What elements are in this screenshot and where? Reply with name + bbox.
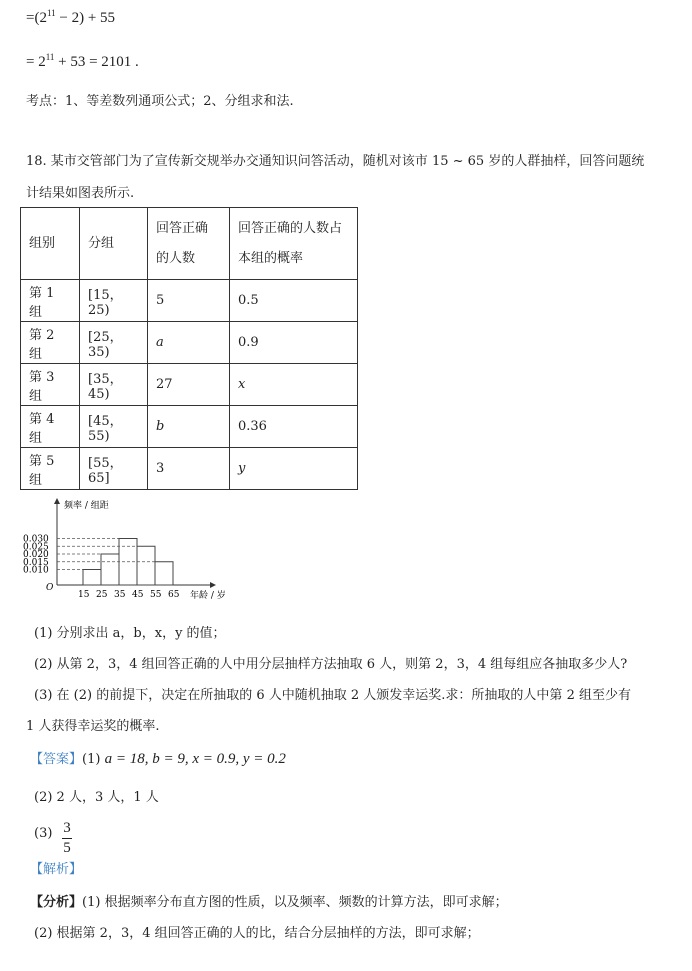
table-row: [21, 364, 358, 406]
table-cell: 3: [148, 448, 230, 490]
answer-tag: 【答案】: [30, 752, 83, 767]
x-axis-label: 年龄 / 岁: [190, 591, 226, 601]
question-2: (2) 从第 2，3，4 组回答正确的人中用分层抽样方法抽取 6 人，则第 2，3，4 组每组应各抽取多少人?: [34, 657, 628, 672]
table-cell: y: [230, 448, 358, 490]
table-cell: 27: [148, 364, 230, 406]
y-axis-label: 频率 / 组距: [64, 501, 109, 511]
header-cell: 组别: [21, 208, 80, 280]
header-cell: 回答正确的人数占 本组的概率: [230, 208, 358, 280]
table-cell: 0.5: [230, 280, 358, 322]
x-axis-arrow: [210, 582, 216, 588]
y-tick-label: 0.010: [23, 565, 49, 576]
histogram-bar: [155, 562, 173, 585]
answer-line-2: (2) 2 人，3 人，1 人: [34, 790, 159, 805]
table-row: [21, 406, 358, 448]
kaodian-text: 考点：1、等差数列通项公式；2、分组求和法.: [26, 94, 294, 109]
answer-3-fraction: 3 5: [63, 820, 71, 856]
histogram-bar: [83, 570, 101, 586]
y-axis-arrow: [54, 498, 60, 504]
header-cell: 分组: [80, 208, 148, 280]
answer-3-label: (3): [34, 826, 53, 841]
y-tick-label: 0.020: [23, 550, 49, 560]
table-cell: 第 1 组: [21, 280, 80, 322]
histogram-bar: [137, 546, 155, 585]
table-cell: [25，35): [80, 322, 148, 364]
table-cell: 第 3 组: [21, 364, 80, 406]
equation-line-1: $=(2^{11} - 2) + 55$: [26, 8, 116, 26]
origin-label: O: [46, 583, 54, 593]
data-table: [20, 207, 358, 490]
answer-line-1: 【答案】(1) a = 18, b = 9, x = 0.9, y = 0.2: [30, 751, 286, 767]
table-row: [21, 322, 358, 364]
table-cell: [15，25): [80, 280, 148, 322]
table-header-row: [21, 208, 358, 280]
x-tick-label: 35: [114, 590, 126, 600]
analysis-line-1: 【分析】(1) 根据频率分布直方图的性质，以及频率、频数的计算方法，即可求解；: [30, 895, 508, 910]
question-stem: 18. 某市交管部门为了宣传新交规举办交通知识问答活动，随机对该市 15 ~ 65 岁的人群抽样，回答问题统: [26, 154, 645, 169]
histogram: [20, 495, 240, 605]
table-cell: 0.36: [230, 406, 358, 448]
table-cell: 5: [148, 280, 230, 322]
question-3: (3) 在 (2) 的前提下，决定在所抽取的 6 人中随机抽取 2 人颁发幸运奖.求：所抽取的人中第 2 组至少有: [34, 688, 631, 703]
table-cell: [45，55): [80, 406, 148, 448]
table-cell: [35，45): [80, 364, 148, 406]
analysis-tag: 【解析】: [30, 862, 83, 877]
table-cell: a: [148, 322, 230, 364]
table-cell: 第 4 组: [21, 406, 80, 448]
question-1: (1) 分别求出 a，b，x，y 的值；: [34, 626, 226, 641]
table-cell: 第 5 组: [21, 448, 80, 490]
x-tick-label: 15: [78, 590, 90, 600]
question-3-cont: 1 人获得幸运奖的概率.: [26, 719, 160, 734]
table-row: [21, 280, 358, 322]
y-tick-label: 0.030: [23, 534, 49, 545]
question-stem-cont: 计结果如图表所示.: [26, 186, 135, 201]
x-tick-label: 65: [168, 590, 180, 600]
x-tick-label: 25: [96, 590, 108, 600]
table-cell: 0.9: [230, 322, 358, 364]
y-tick-label: 0.025: [23, 542, 49, 553]
equation-line-2: = $2^{11} + 53 = 2101$ .: [26, 52, 139, 70]
table-cell: 第 2 组: [21, 322, 80, 364]
table-cell: b: [148, 406, 230, 448]
table-cell: [55，65]: [80, 448, 148, 490]
y-tick-label: 0.015: [23, 557, 49, 568]
x-tick-label: 55: [150, 590, 162, 600]
header-cell: 回答正确 的人数: [148, 208, 230, 280]
table-cell: x: [230, 364, 358, 406]
analysis-line-2: (2) 根据第 2，3，4 组回答正确的人的比，结合分层抽样的方法，即可求解；: [34, 926, 480, 941]
table-row: [21, 448, 358, 490]
x-tick-label: 45: [132, 590, 144, 600]
histogram-bar: [101, 554, 119, 585]
